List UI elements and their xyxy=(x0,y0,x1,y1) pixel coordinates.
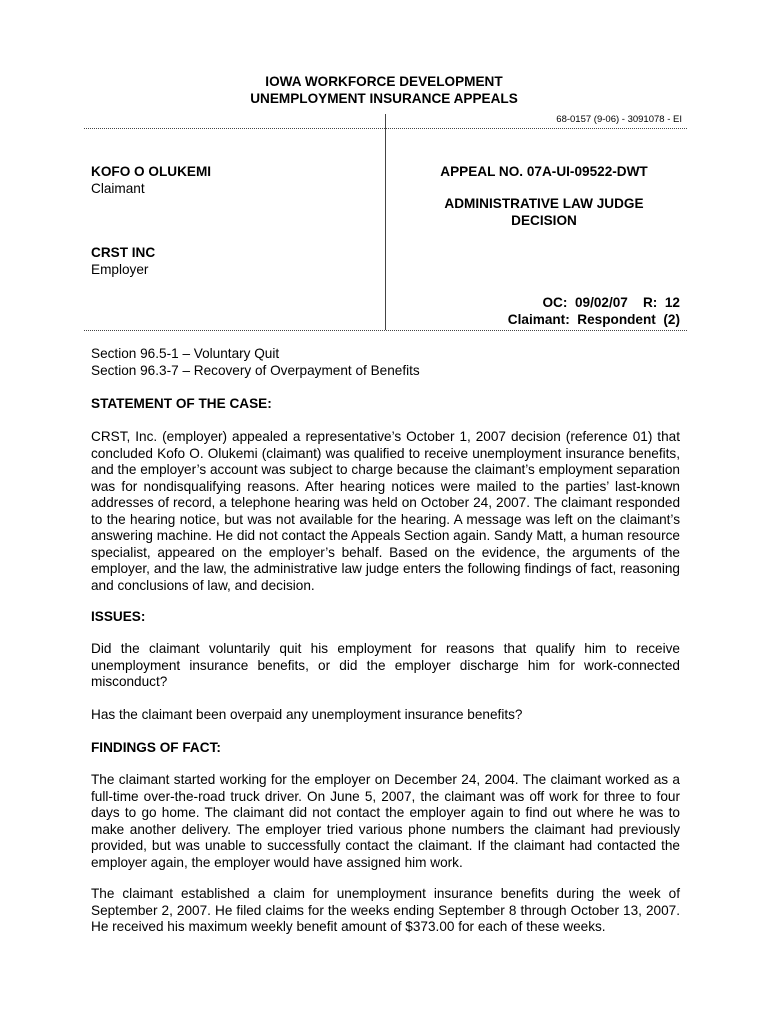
statement-heading: STATEMENT OF THE CASE: xyxy=(91,396,272,411)
oc-line: OC: 09/02/07 R: 12 xyxy=(542,295,680,310)
issue-question-1: Did the claimant voluntarily quit his employment for reasons that qualify him to receive unemployment insurance benefits, or did the employer discharge him for work-connected misconduct? xyxy=(91,641,680,689)
claimant-status-line: Claimant: Respondent (2) xyxy=(507,312,680,327)
employer-name: CRST INC xyxy=(91,245,156,260)
column-divider xyxy=(385,114,386,330)
issue-question-2: Has the claimant been overpaid any unemployment insurance benefits? xyxy=(91,707,523,722)
decision-title-line2: DECISION xyxy=(511,213,577,228)
division-title: UNEMPLOYMENT INSURANCE APPEALS xyxy=(250,91,518,106)
issues-heading: ISSUES: xyxy=(91,609,146,624)
section-cited-2: Section 96.3-7 – Recovery of Overpayment of Benefits xyxy=(91,363,420,378)
findings-paragraph-2: The claimant established a claim for unemployment insurance benefits during the week of September 2, 2007. He filed claims for the weeks ending September 8 through October 13, 2007. He received his maximum weekly benefit amount of $373.00 for each of these weeks. xyxy=(91,886,680,934)
claimant-label: Claimant xyxy=(91,181,145,196)
section-cited-1: Section 96.5-1 – Voluntary Quit xyxy=(91,346,280,361)
agency-title: IOWA WORKFORCE DEVELOPMENT xyxy=(265,74,503,89)
claimant-name: KOFO O OLUKEMI xyxy=(91,164,212,179)
findings-heading: FINDINGS OF FACT: xyxy=(91,740,221,755)
document-number: 68-0157 (9-06) - 3091078 - EI xyxy=(556,114,682,125)
statement-paragraph: CRST, Inc. (employer) appealed a representative’s October 1, 2007 decision (reference 01) that concluded Kofo O. Olukemi (claimant) was qualified to receive unemployment insurance benefits, and the employer’s account was subject to charge because the claimant’s employment separation was for nondisqualifying reasons. After hearing notices were mailed to the parties’ last-known addresses of record, a telephone hearing was held on October 24, 2007. The claimant responded to the hearing notice, but was not available for the hearing. A message was left on the claimant’s answering machine. He did not contact the Appeals Section again. Sandy Matt, a human resource specialist, appeared on the employer’s behalf. Based on the evidence, the arguments of the employer, and the law, the administrative law judge enters the following findings of fact, reasoning and conclusions of law, and decision. xyxy=(91,429,680,593)
appeal-number: APPEAL NO. 07A-UI-09522-DWT xyxy=(440,164,648,179)
bottom-divider xyxy=(84,330,687,331)
employer-label: Employer xyxy=(91,262,149,277)
findings-paragraph-1: The claimant started working for the employer on December 24, 2004. The claimant worked as a full-time over-the-road truck driver. On June 5, 2007, the claimant was off work for three to four days to go home. The claimant did not contact the employer again to find out where he was to make another delivery. The employer tried various phone numbers the claimant had previously provided, but was unable to successfully contact the claimant. If the claimant had contacted the employer again, the employer would have assigned him work. xyxy=(91,772,680,870)
decision-title-line1: ADMINISTRATIVE LAW JUDGE xyxy=(444,196,644,211)
